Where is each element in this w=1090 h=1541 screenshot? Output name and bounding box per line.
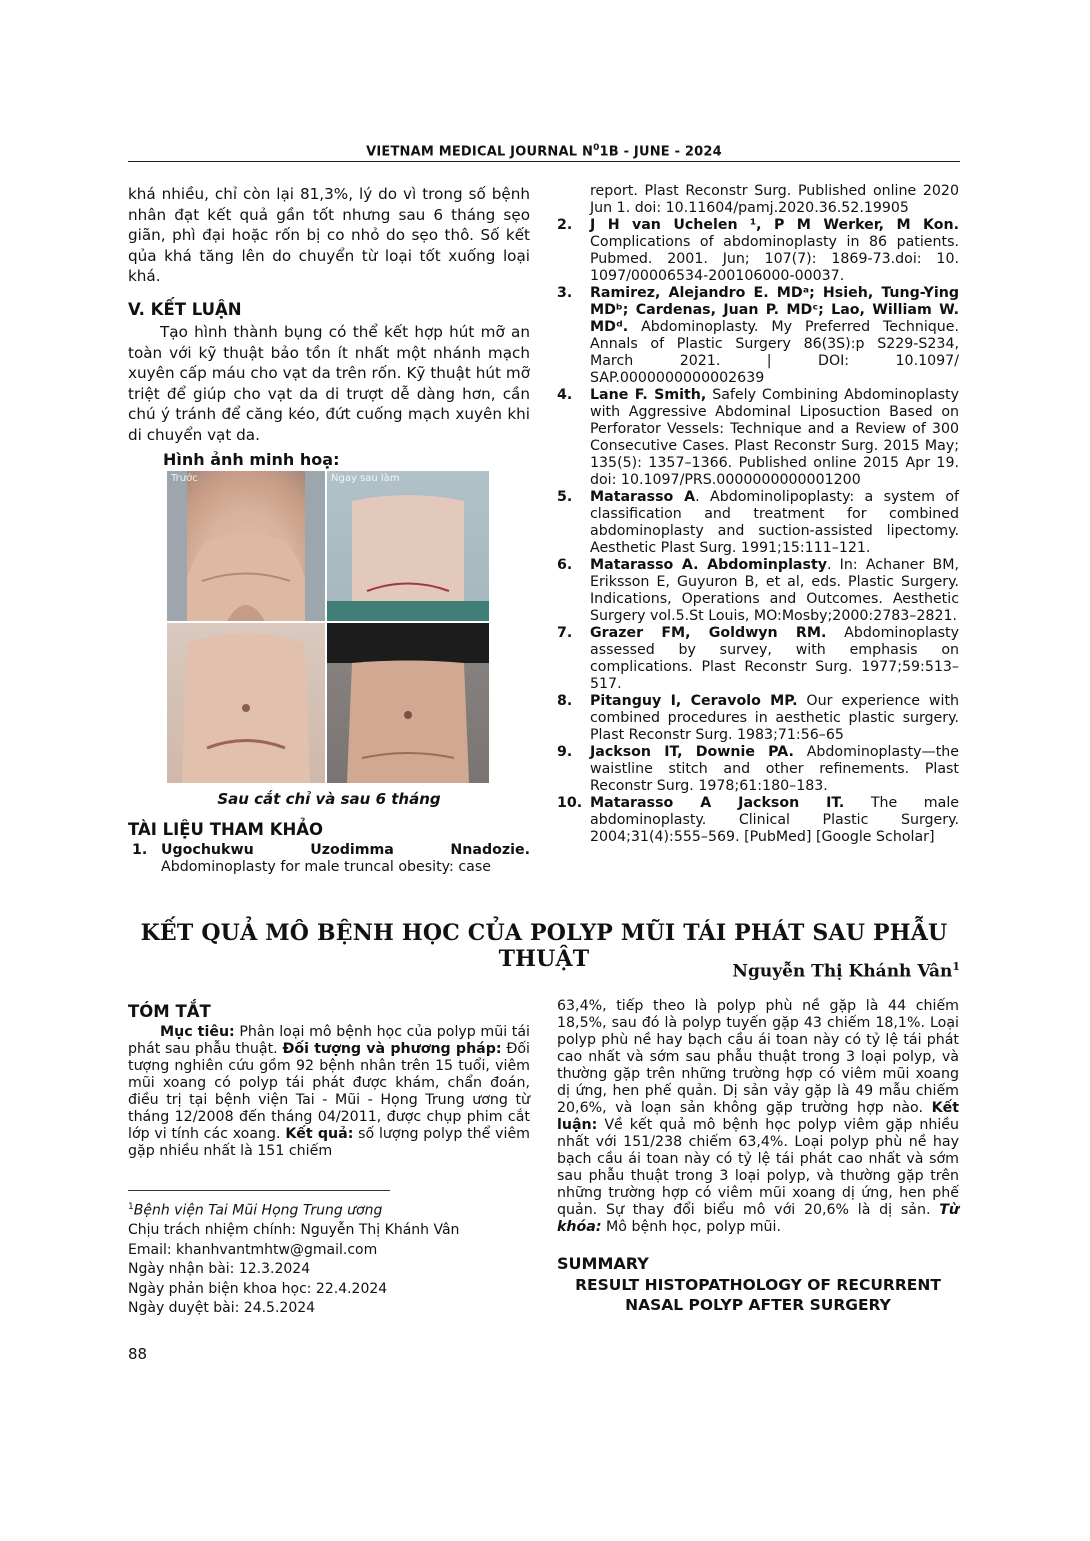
summary-heading: SUMMARY [557, 1254, 649, 1273]
running-header: VIETNAM MEDICAL JOURNAL $N^01B$ - JUNE - 2024 [366, 143, 722, 160]
reference-author: Ugochukwu Uzodimma Nnadozie. [161, 842, 530, 858]
footnote-affiliation: $^1$Bệnh viện Tai Mũi Họng Trung ương [128, 1202, 383, 1219]
page-number: 88 [128, 1345, 148, 1363]
reference-6: 6. Matarasso A. Abdominplasty. In: Achaner BM, Eriksson E, Guyuron B, et al, eds. Plastic Surgery. Indications, Operations and Outcomes. Aesthetic Surgery vol.5.St Louis, MO:Mosby;2000:2783–2821. [557, 557, 959, 624]
footnote-accepted: Ngày duyệt bài: 24.5.2024 [128, 1300, 316, 1317]
abstract-left: Mục tiêu: Phân loại mô bệnh học của polyp mũi tái phát sau phẫu thuật. Đối tượng và phương pháp: Đối tượng nghiên cứu gồm 92 bệnh nhân trên 15 tuổi, viêm mũi xoang có polyp tái phát được khám, chẩn đoán, điều trị tại bệnh viện Tai - Mũi - Họng Trung ương từ tháng 12/2008 đến tháng 04/2011, được chụp phim cắt lớp vi tính các xoang. Kết quả: số lượng polyp thể viêm gặp nhiều nhất là 151 chiếm [128, 1024, 530, 1159]
footnote [128, 1198, 459, 1319]
footnote-rule [128, 1190, 390, 1191]
reference-9: 9. Jackson IT, Downie PA. Abdominoplasty—the waistline stitch and other refinements. Plast Reconstr Surg. 1978;61:180–183. [557, 744, 959, 794]
reference-10: 10. Matarasso A Jackson IT. The male abdominoplasty. Clinical Plastic Surgery. 2004;31(4):555–569. [PubMed] [Google Scholar] [557, 795, 959, 845]
reference-2: 2. J H van Uchelen ¹, P M Werker, M Kon. Complications of abdominoplasty in 86 patients. Pubmed. 2001. Jun; 107(7): 1869-73.doi: 10. 1097/00006534-200106000-00037. [557, 217, 959, 284]
summary-title-line-1: RESULT HISTOPATHOLOGY OF RECURRENT [575, 1276, 941, 1294]
reference-4: 4. Lane F. Smith, Safely Combining Abdominoplasty with Aggressive Abdominal Liposuction Based on Perforator Vessels: Technique and a Review of 300 Consecutive Cases. Plast Reconstr Surg. 2015 May; 135(5): 1357–1366. Published online 2015 Apr 19. doi: 10.1097/PRS.0000000000001200 [557, 387, 960, 488]
reference-number: 1. [132, 842, 148, 858]
reference-8: 8. Pitanguy I, Ceravolo MP. Our experience with combined procedures in aesthetic plastic surgery. Plast Reconstr Surg. 1983;71:56–65 [557, 693, 960, 743]
reference-text: Abdominoplasty for male truncal obesity: case [161, 859, 491, 875]
reference-1 [128, 842, 530, 876]
conclusion-heading: V. KẾT LUẬN [128, 300, 242, 319]
article-author: Nguyễn Thị Khánh Vân$^1$ [732, 960, 960, 982]
photo-label-after: Ngay sau làm [331, 473, 400, 484]
reference-5: 5. Matarasso A. Abdominolipoplasty: a system of classification and treatment for combined abdominoplasty and suction-assisted lipectomy. Aesthetic Plast Surg. 1991;15:111–121. [557, 489, 959, 556]
references-list [557, 183, 959, 846]
figure-caption: Sau cắt chỉ và sau 6 tháng [217, 790, 441, 808]
reference-7: 7. Grazer FM, Goldwyn RM. Abdominoplasty assessed by survey, with emphasis on complications. Plast Reconstr Surg. 1977;59:513–517. [557, 625, 959, 692]
abstract-heading: TÓM TẮT [128, 1002, 211, 1021]
abstract-right: 63,4%, tiếp theo là polyp phù nề gặp là 44 chiếm 18,5%, sau đó là polyp tuyến gặp 43 chiếm 18,1%. Loại polyp phù nề hay bạch cầu ái toan này có tỷ lệ tái phát cao nhất và sớm sau phẫu thuật trong 3 loại polyp, và thường gặp trên những trường hợp có viêm mũi xoang dị ứng, hen phế quản. Dị sản vảy gặp là 49 mẫu chiếm 20,6%, và loạn sản không gặp trường hợp nào. Kết luận: Về kết quả mô bệnh học polyp viêm gặp nhiều nhất với 151/238 chiếm 63,4%. Loại polyp phù nề hay bạch cầu ái toan này có tỷ lệ tái phát cao nhất và sớm sau phẫu thuật trong 3 loại polyp, và thường gặp trên những trường hợp có viêm mũi xoang dị ứng, hen phế quản. Sự thay đổi biểu mô với 20,6% là dị sản. Từ khóa: Mô bệnh học, polyp mũi. [557, 998, 959, 1235]
footnote-responsible: Chịu trách nhiệm chính: Nguyễn Thị Khánh Vân [128, 1222, 460, 1239]
summary-title-line-2: NASAL POLYP AFTER SURGERY [625, 1296, 891, 1314]
photo-before [167, 471, 325, 621]
photo-suture-removal [167, 623, 325, 783]
footnote-reviewed: Ngày phản biện khoa học: 22.4.2024 [128, 1280, 388, 1297]
article-title: KẾT QUẢ MÔ BỆNH HỌC CỦA POLYP MŨI TÁI PHÁT SAU PHẪU THUẬT [140, 920, 948, 972]
photo-label-before: Trước [171, 473, 198, 484]
footnote-email: Email: khanhvantmhtw@gmail.com [128, 1241, 378, 1258]
photo-after [327, 471, 489, 621]
reference-1-continued: report. Plast Reconstr Surg. Published online 2020 Jun 1. doi: 10.11604/pamj.2020.36.52.19905 [590, 183, 959, 216]
results-paragraph: khá nhiều, chỉ còn lại 81,3%, lý do vì trong số bệnh nhân đạt kết quả gần tốt nhưng sau 6 tháng sẹo giãn, phì đại hoặc rốn bị co nhỏ do sẹo thô. Số kết qủa khá tăng lên do chuyển từ loại tốt xuống loại khá. [128, 185, 530, 285]
footnote-received: Ngày nhận bài: 12.3.2024 [128, 1261, 311, 1278]
figure-heading: Hình ảnh minh hoạ: [163, 450, 340, 469]
header-rule [128, 161, 960, 162]
conclusion-paragraph: Tạo hình thành bụng có thể kết hợp hút mỡ an toàn với kỹ thuật bảo tồn ít nhất một nhánh mạch xuyên cấp máu cho vạt da trên rốn. Kỹ thuật hút mỡ triệt để giúp cho vạt da di trượt dễ dàng hơn, cần chú ý tránh để căng kéo, đứt cuống mạch xuyên khi di chuyển vạt da. [128, 323, 530, 444]
reference-3: 3. Ramirez, Alejandro E. MDᵃ; Hsieh, Tung-Ying MDᵇ; Cardenas, Juan P. MDᶜ; Lao, William W. MDᵈ. Abdominoplasty. My Preferred Technique. Annals of Plastic Surgery 86(3S):p S229-S234, March 2021. | DOI: 10.1097/ SAP.0000000000002639 [557, 285, 959, 386]
references-heading: TÀI LIỆU THAM KHẢO [128, 820, 324, 839]
photo-six-months [327, 623, 489, 783]
